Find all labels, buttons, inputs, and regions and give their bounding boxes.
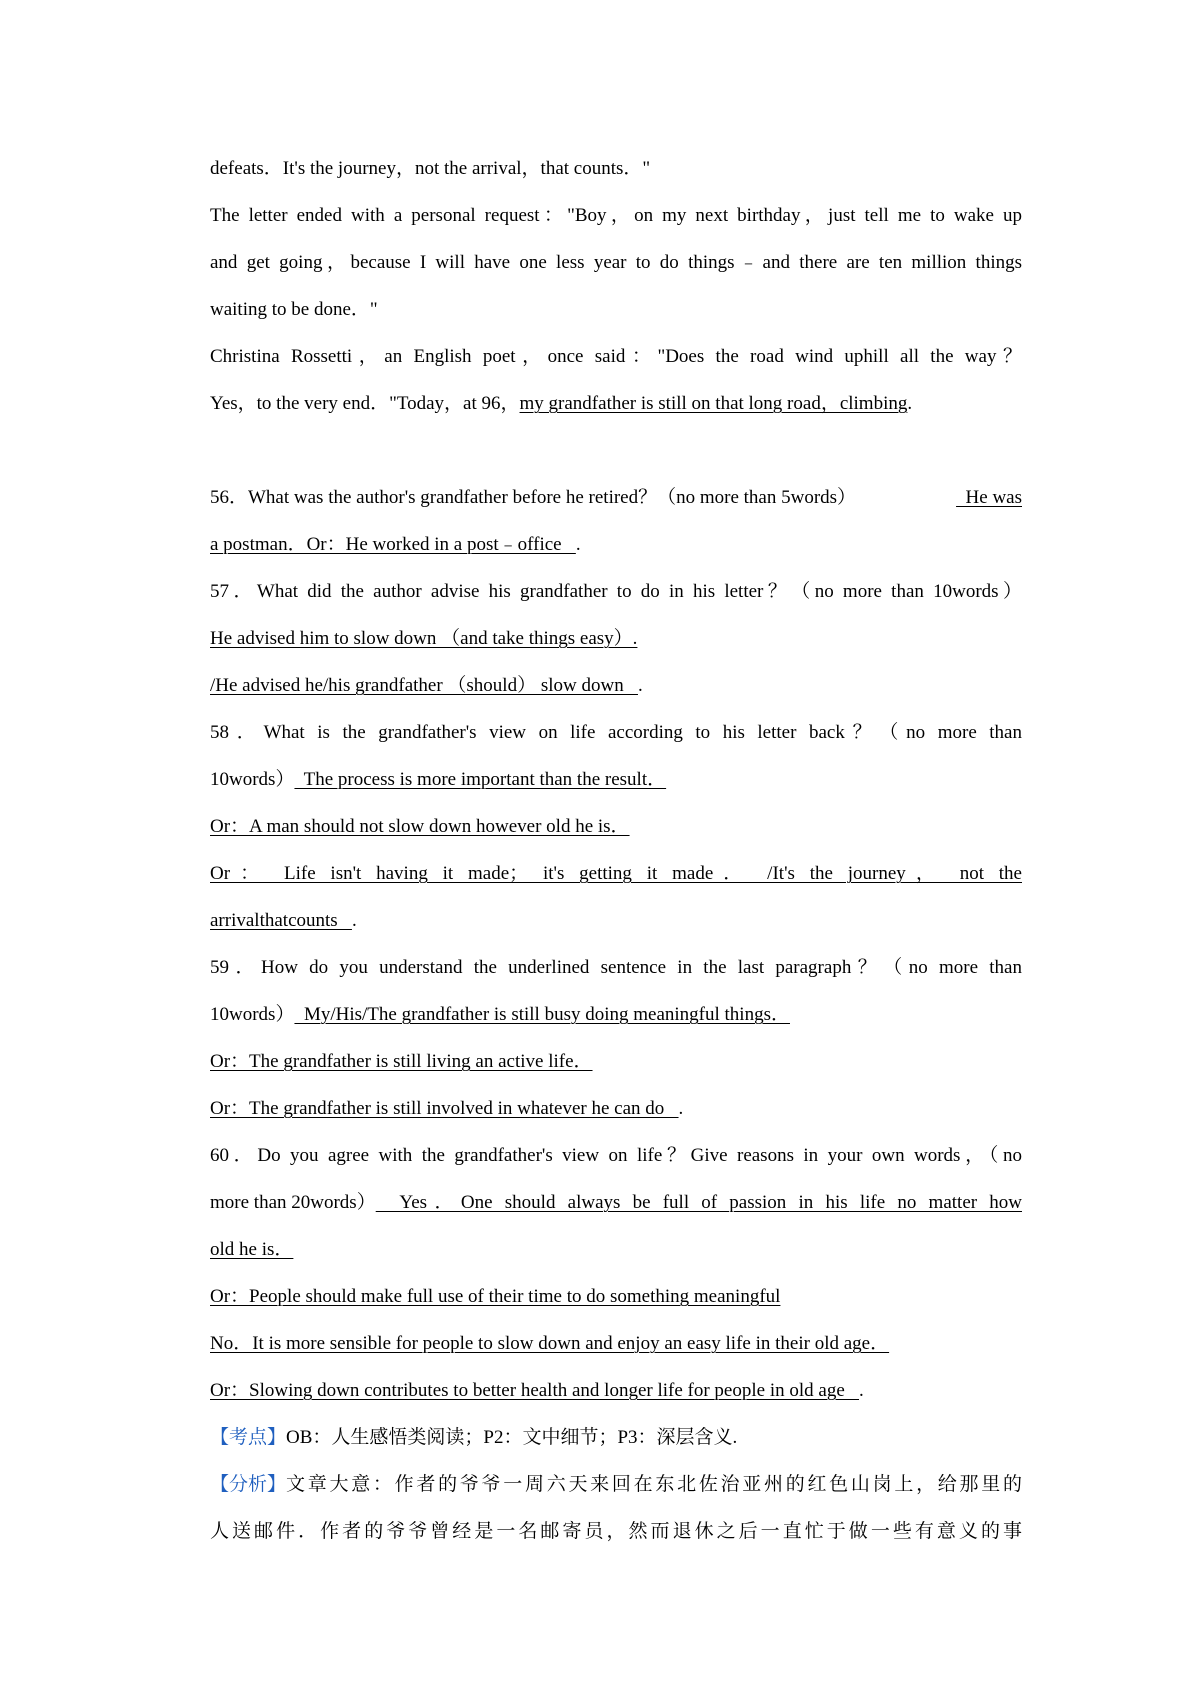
q60-line-2 (210, 1188, 1022, 1218)
fenxi-line-1 (210, 1470, 1022, 1500)
q60-answer-3: Or：People should make full use of their time to do something meaningful (210, 1286, 781, 1307)
q58-line-5 (210, 906, 1022, 936)
passage-line-2: The letter ended with a personal request："Boy，on my next birthday，just tell me to wake up (210, 205, 1022, 226)
passage-line-5: Christina Rossetti，an English poet，once said："Does the road wind uphill all the way？ (210, 346, 1022, 367)
kaodian-tag: 【考点】 (210, 1427, 287, 1448)
q58-answer-1: The process is more important than the result． (294, 769, 667, 790)
q60-word-limit: more than 20words） (210, 1192, 376, 1213)
q56-answer: a postman．Or：He worked in a post﹣office (210, 534, 576, 555)
kaodian-line (210, 1423, 1022, 1453)
passage-line-6 (210, 389, 1022, 419)
fenxi-text-1: 文章大意：作者的爷爷一周六天来回在东北佐治亚州的红色山岗上，给那里的 (286, 1474, 1022, 1495)
q58-line-3 (210, 812, 1022, 842)
q59-answer-2: Or：The grandfather is still living an active life． (210, 1051, 593, 1072)
q57-answer-1: He advised him to slow down （and take things easy）. (210, 628, 638, 649)
q59-word-limit: 10words） (210, 1004, 295, 1025)
q60-answer-1: Yes．One should always be full of passion in his life no matter how (375, 1192, 1022, 1213)
q60-answer-2: old he is． (210, 1239, 294, 1260)
q60-line-3 (210, 1235, 1022, 1265)
q57-answer-2: /He advised he/his grandfather （should） slow down (210, 675, 638, 696)
q60-question: 60．Do you agree with the grandfather's view on life？Give reasons in your own words，（no (210, 1145, 1022, 1166)
q59-answer-3: Or：The grandfather is still involved in whatever he can do (210, 1098, 679, 1119)
q60-answer-4: No．It is more sensible for people to slow down and enjoy an easy life in their old age． (210, 1333, 890, 1354)
passage-line-6-text: Yes，to the very end．"Today，at 96， (210, 393, 520, 414)
q59-line-3 (210, 1047, 1022, 1077)
q57-question: 57．What did the author advise his grandfather to do in his letter？（no more than 10words） (210, 581, 1022, 602)
q59-line-4 (210, 1094, 1022, 1124)
fenxi-text-2: 人送邮件．作者的爷爷曾经是一名邮寄员，然而退休之后一直忙于做一些有意义的事 (210, 1521, 1022, 1542)
q59-question: 59．How do you understand the underlined sentence in the last paragraph？（no more than (210, 957, 1022, 978)
kaodian-text: OB：人生感悟类阅读；P2：文中细节；P3：深层含义. (286, 1427, 738, 1448)
fenxi-tag: 【分析】 (210, 1474, 287, 1495)
passage-line-6-end: . (907, 393, 913, 414)
q59-line-2 (210, 1000, 1022, 1030)
q56-line-1 (210, 483, 1022, 513)
q59-answer-end: . (678, 1098, 684, 1119)
q58-answer-2: Or：A man should not slow down however old he is． (210, 816, 630, 837)
q60-answer-end: . (859, 1380, 864, 1401)
q58-line-2 (210, 765, 1022, 795)
q57-line-3 (210, 671, 1022, 701)
q56-line-2 (210, 530, 1022, 560)
q56-question: 56．What was the author's grandfather before he retired？（no more than 5words） (210, 487, 857, 508)
q58-word-limit: 10words） (210, 769, 295, 790)
q58-answer-end: . (351, 910, 357, 931)
q58-question: 58．What is the grandfather's view on life according to his letter back？（no more than (210, 722, 1022, 743)
q56-answer-end: . (575, 534, 581, 555)
q56-answer-start: He was (956, 487, 1022, 508)
passage-line-1: defeats．It's the journey，not the arrival，that counts．" (210, 158, 651, 179)
q58-answer-4: arrivalthatcounts (210, 910, 352, 931)
q57-answer-end: . (637, 675, 643, 696)
q59-answer-1: My/His/The grandfather is still busy doing meaningful things． (294, 1004, 790, 1025)
passage-line-3: and get going，because I will have one less year to do things﹣and there are ten million things (210, 252, 1022, 273)
q60-line-4 (210, 1282, 1022, 1312)
passage-line-4: waiting to be done．" (210, 299, 378, 320)
q58-answer-3: Or： Life isn't having it made； it's getting it made． /It's the journey， not the (210, 863, 1022, 884)
q60-line-6 (210, 1376, 1022, 1406)
underlined-sentence: my grandfather is still on that long road，climbing (519, 393, 908, 414)
q60-answer-5: Or：Slowing down contributes to better health and longer life for people in old age (210, 1380, 860, 1401)
q60-line-5 (210, 1329, 1022, 1359)
q57-line-2 (210, 624, 1022, 654)
